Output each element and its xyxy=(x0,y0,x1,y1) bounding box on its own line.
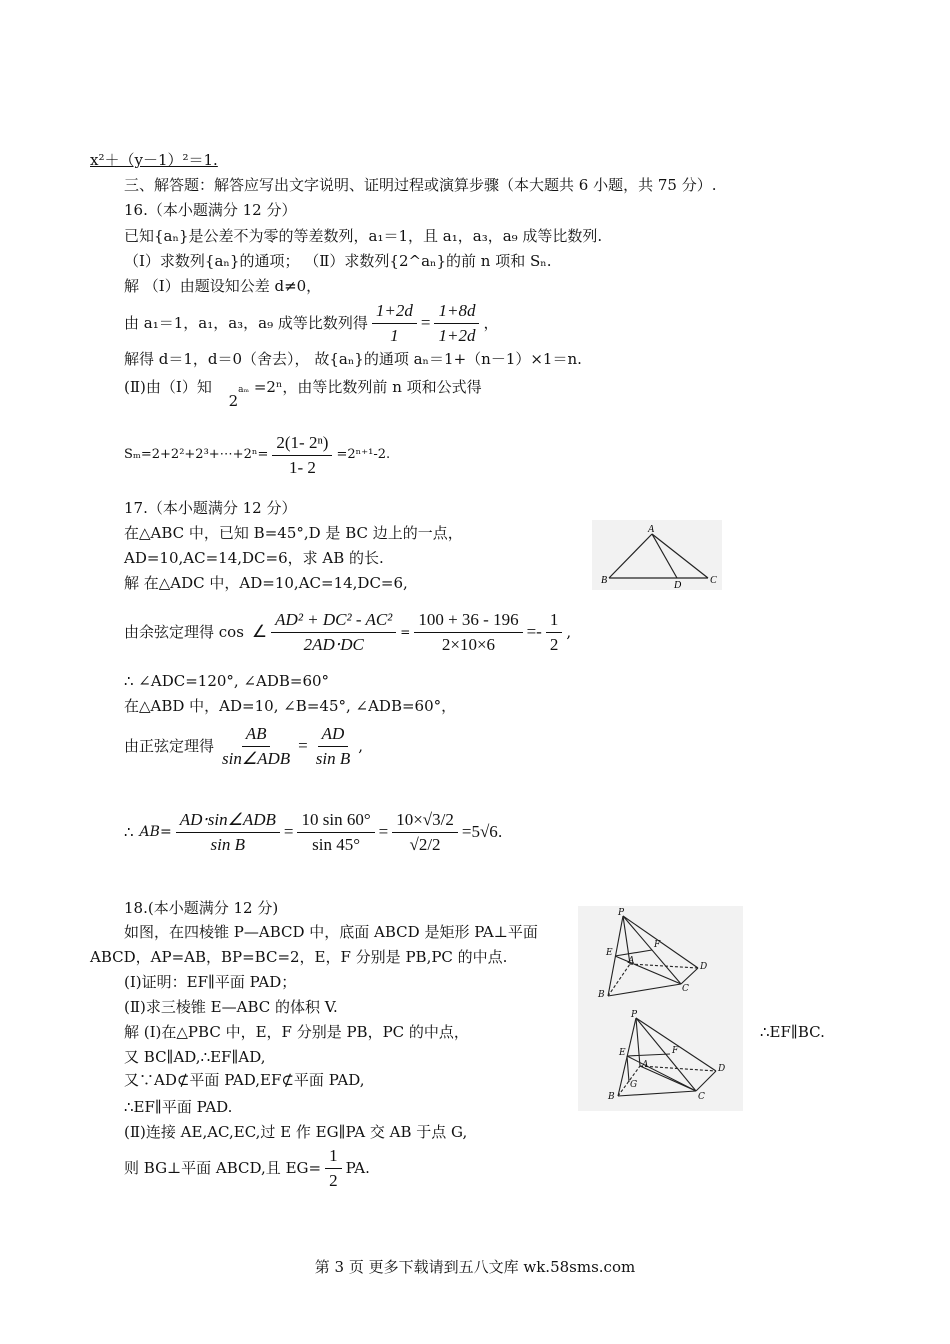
page-footer: 第 3 页 更多下载请到五八文库 wk.58sms.com xyxy=(314,1258,636,1276)
half-den: 2 xyxy=(549,634,559,654)
pyr1-label-c: C xyxy=(682,984,689,994)
pyr1-label-e: E xyxy=(606,948,613,958)
ab-den-3: √2/2 xyxy=(409,834,441,854)
ratio-fraction-2 xyxy=(434,301,479,346)
tri-label-a: A xyxy=(648,524,655,535)
power-base: 2 xyxy=(228,392,239,410)
pyr1-label-p: P xyxy=(618,908,625,918)
ratio-fraction-1 xyxy=(372,301,417,346)
problem-17-statement-1: 在△ABC 中，已知 B=45°,D 是 BC 边上的一点， xyxy=(124,524,463,542)
cos-text: 由余弦定理得 cos xyxy=(124,623,244,641)
sine-num-2: AD xyxy=(318,724,349,747)
ab-den-2: sin 45° xyxy=(312,834,360,854)
problem-17-title: 17.（本小题满分 12 分） xyxy=(124,499,297,517)
problem-18-eg-line xyxy=(124,1142,370,1194)
problem-16-part2-line xyxy=(124,374,482,410)
eg-suffix: PA. xyxy=(345,1159,370,1177)
problem-16-answer-1: 解得 d＝1，d＝0（舍去）， 故{aₙ}的通项 aₙ＝1+（n－1）×1＝n. xyxy=(124,350,582,368)
tri-label-d: D xyxy=(674,580,682,590)
pyr2-label-g: G xyxy=(630,1080,638,1090)
ratio-line-text: 由 a₁＝1，a₁，a₃，a₉ 成等比数列得 xyxy=(124,314,368,332)
sine-den-1: sin∠ADB xyxy=(222,748,291,768)
pyr2-label-e: E xyxy=(619,1048,626,1058)
sum-den: 1- 2 xyxy=(288,457,316,477)
sum-fraction xyxy=(272,433,332,478)
cos-fraction-2 xyxy=(414,610,522,655)
ab-num-2: 10 sin 60° xyxy=(297,810,374,833)
pyr2-label-p: P xyxy=(631,1010,638,1020)
problem-17-angles: ∴ ∠ADC=120°, ∠ADB=60° xyxy=(124,672,330,690)
problem-18-statement-2: ABCD，AP=AB，BP=BC=2，E，F 分别是 PB,PC 的中点. xyxy=(90,948,508,966)
tri-label-c: C xyxy=(710,575,717,586)
power-exponent: aₘ xyxy=(238,385,250,395)
problem-18-ef-parallel: ∴EF∥BC. xyxy=(760,1023,825,1041)
problem-17-sine-line: 由正弦定理得 $\frac{AB}{\text{sin∠ADB}}$ = $\frac{AD}{\text{sin B}}$ , xyxy=(124,723,363,768)
half-fraction xyxy=(546,610,563,655)
sine-num-1: AB xyxy=(242,724,271,747)
problem-16-title: 16.（本小题满分 12 分） xyxy=(124,201,297,219)
problem-18-solution-5: (Ⅱ)连接 AE,AC,EC,过 E 作 EG∥PA 交 AB 于点 G, xyxy=(124,1123,468,1141)
problem-18-part2: (Ⅱ)求三棱锥 E—ABC 的体积 V. xyxy=(124,998,338,1016)
pyr2-label-b: B xyxy=(608,1092,615,1102)
pyr2-label-a: A xyxy=(642,1060,649,1070)
pyr2-label-f: F xyxy=(672,1046,679,1056)
eg-text: 则 BG⊥平面 ABCD,且 EG= xyxy=(124,1159,322,1177)
cos-den-1: 2AD⋅DC xyxy=(303,634,364,654)
ratio-den-1: 1 xyxy=(390,325,399,345)
cos-result: =- xyxy=(526,622,542,641)
problem-18-title: 18.(本小题满分 12 分) xyxy=(124,899,279,917)
problem-17-statement-2: AD=10,AC=14,DC=6，求 AB 的长. xyxy=(124,549,384,567)
therefore-symbol: ∴ xyxy=(124,823,134,841)
ab-label: AB= xyxy=(139,824,172,840)
pyr1-label-a: A xyxy=(628,956,635,966)
ab-den-1: sin B xyxy=(210,834,246,854)
problem-18-solution-2: 又 BC∥AD,∴EF∥AD, xyxy=(124,1048,266,1066)
eg-den: 2 xyxy=(329,1170,338,1190)
sum-result: =2ⁿ⁺¹-2. xyxy=(336,447,391,462)
problem-18-solution-4: ∴EF∥平面 PAD. xyxy=(124,1098,233,1116)
ratio-num-2: 1+8d xyxy=(434,301,479,324)
section-heading: 三、解答题：解答应写出文字说明、证明过程或演算步骤（本大题共 6 小题，共 75 分）. xyxy=(124,176,717,194)
ab-result: =5√6 xyxy=(461,822,498,841)
sum-num: 2(1- 2ⁿ) xyxy=(272,433,332,456)
sine-text: 由正弦定理得 xyxy=(124,737,215,755)
sine-den-2: sin B xyxy=(315,748,351,768)
triangle-figure xyxy=(592,520,722,590)
pyramid-svg xyxy=(578,906,743,1111)
triangle-svg xyxy=(592,520,722,590)
tri-label-b: B xyxy=(601,575,608,586)
ab-num-3: 10×√3/2 xyxy=(392,810,458,833)
half-num: 1 xyxy=(546,610,563,633)
eg-num: 1 xyxy=(325,1146,342,1169)
pyramid-figures xyxy=(578,906,743,1111)
ab-fraction-3 xyxy=(392,810,458,855)
pyr2-label-c: C xyxy=(698,1092,705,1102)
cos-den-2: 2×10×6 xyxy=(441,634,496,654)
sine-fraction-2 xyxy=(312,724,354,769)
cos-num-2: 100 + 36 - 196 xyxy=(414,610,522,633)
problem-16-questions: （Ⅰ）求数列{aₙ}的通项； （Ⅱ）求数列{2^aₙ}的前 n 项和 Sₙ. xyxy=(124,252,552,270)
problem-16-sum-line xyxy=(124,428,390,482)
problem-18-part1: (Ⅰ)证明：EF∥平面 PAD； xyxy=(124,973,297,991)
problem-17-ab-line: ∴ AB= $\frac{\text{AD⋅sin∠ADB}}{\text{sin B}}$ = $\frac{10 \sin 60^\circ}{\sin 45^\circ}$ = $\frac{10\times√3/2}{√2/2}$ =5√6 . xyxy=(124,809,503,854)
ratio-den-2: 1+2d xyxy=(438,325,476,345)
sine-fraction-1 xyxy=(218,724,294,769)
pyr1-label-b: B xyxy=(598,990,605,1000)
part2-text-b: =2ⁿ，由等比数列前 n 项和公式得 xyxy=(253,378,482,396)
cos-num-1: AD² + DC² - AC² xyxy=(271,610,396,633)
problem-16-ratio-line: 由 a₁＝1，a₁，a₃，a₉ 成等比数列得 $\frac{1+2d}{1}$ = $\frac{1+8d}{1+2d}$ ， xyxy=(124,300,499,345)
sum-text: Sₘ=2+2²+2³+⋯+2ⁿ= xyxy=(124,447,269,462)
cos-fraction-1 xyxy=(271,610,396,655)
text-line-circle-eq: x²＋（y－1）²＝1. xyxy=(90,151,218,169)
ab-num-1: AD⋅sin∠ADB xyxy=(176,810,280,833)
problem-18-solution-3: 又∵AD⊄平面 PAD,EF⊄平面 PAD, xyxy=(124,1071,365,1089)
problem-17-cos-line: 由余弦定理得 cos ∠ $\frac{\text{AD² + DC² - AC²}}{2AD\cdot DC}$ = $\frac{100 + 36 - 196}{2\times 10\times 6}$ =- $\frac{1}{2}$ , xyxy=(124,609,572,654)
ratio-num-1: 1+2d xyxy=(372,301,417,324)
eg-fraction xyxy=(325,1146,342,1191)
pyr1-label-d: D xyxy=(700,962,708,972)
pyr1-label-f: F xyxy=(654,940,661,950)
power-expression xyxy=(228,385,250,410)
problem-16-statement: 已知{aₙ}是公差不为零的等差数列，a₁＝1，且 a₁，a₃，a₉ 成等比数列. xyxy=(124,227,603,245)
problem-16-solution-start: 解 （Ⅰ）由题设知公差 d≠0， xyxy=(124,277,322,295)
problem-18-statement-1: 如图，在四棱锥 P—ABCD 中，底面 ABCD 是矩形 PA⊥平面 xyxy=(124,923,538,941)
ab-fraction-2 xyxy=(297,810,374,855)
part2-text-a: (Ⅱ)由（Ⅰ）知 xyxy=(124,378,212,396)
problem-17-solution-start: 解 在△ADC 中，AD=10,AC=14,DC=6, xyxy=(124,574,408,592)
pyr2-label-d: D xyxy=(718,1064,726,1074)
ab-fraction-1 xyxy=(176,810,280,855)
problem-18-solution-1: 解 (Ⅰ)在△PBC 中，E，F 分别是 PB，PC 的中点， xyxy=(124,1023,469,1041)
problem-17-abd: 在△ABD 中，AD=10, ∠B=45°, ∠ADB=60°， xyxy=(124,697,457,715)
